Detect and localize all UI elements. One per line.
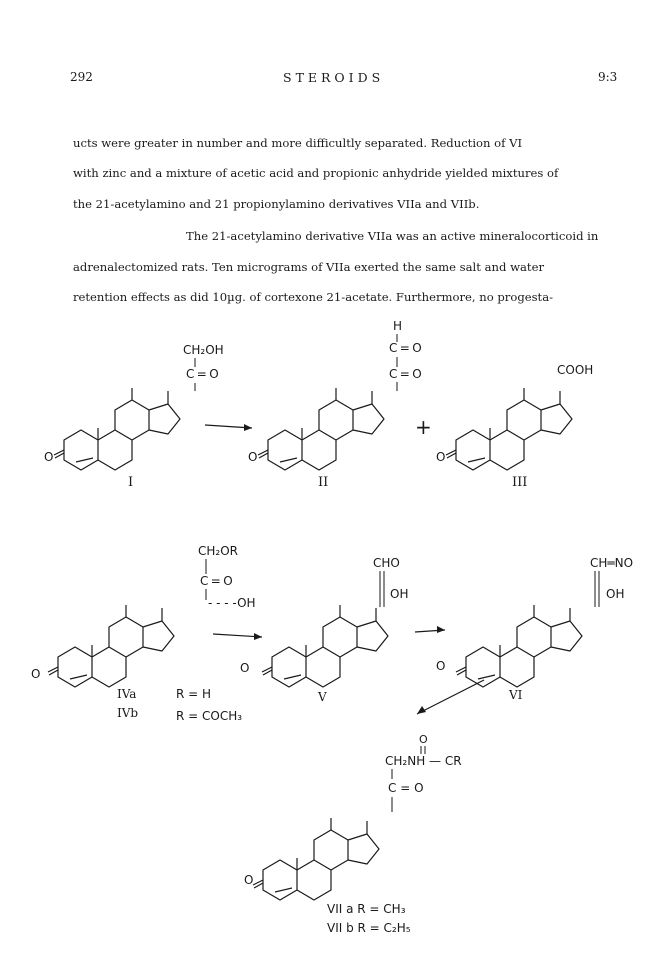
substituent-cho: CHO [373,556,400,570]
substituent-carbonyl: C = O [388,781,424,795]
substituent-hydroxyl: OH [390,587,409,601]
body-text-line: retention effects as did 10µg. of cortexone 21-acetate. Furthermore, no progesta- [73,290,554,304]
r-group-IVb: R = COCH₃ [176,709,243,723]
keto-oxygen: O [31,667,41,681]
substituent-amide: CH₂NH — CR [385,754,462,768]
substituent-carbonyl: C = O [200,574,233,588]
compound-label-VI: VI [509,688,523,702]
substituent-aldehyde: C = O [389,341,422,355]
page-number: 292 [70,70,93,84]
keto-oxygen: O [436,450,446,464]
running-title: STEROIDS [283,70,385,85]
amide-oxygen: O [419,733,428,746]
compound-label-III: III [512,475,528,490]
keto-oxygen: O [436,659,446,673]
body-text-line: adrenalectomized rats. Ten micrograms of VIIa exerted the same salt and water [73,260,544,274]
compound-label-IVb: IVb [117,706,139,720]
compound-III [436,363,593,490]
body-text-line: The 21-acetylamino derivative VIIa was an active mineralocorticoid in [186,229,599,243]
section-number: 9:3 [598,70,618,84]
compound-VI [436,556,633,702]
substituent-ch2oh: CH₂OH [183,343,224,357]
compound-I [44,343,224,490]
compound-label-VIIb: VII b R = C₂H₅ [327,921,411,935]
substituent-carbonyl: C = O [389,367,422,381]
reaction-arrow-icon [205,424,252,431]
compound-II [248,319,422,490]
compound-IV [31,544,256,723]
substituent-ch2or: CH₂OR [198,544,238,558]
keto-oxygen: O [240,661,250,675]
compound-label-II: II [318,475,329,490]
keto-oxygen: O [44,450,54,464]
compound-VII [244,733,462,935]
substituent-carbonyl: C = O [186,367,219,381]
reaction-arrow-icon [213,633,262,640]
substituent-oxime: CH═NO [590,556,634,570]
substituent-hydroxyl: - - - -OH [208,596,256,610]
compound-label-I: I [128,475,134,490]
keto-oxygen: O [248,450,258,464]
compound-label-VIIa: VII a R = CH₃ [327,902,406,916]
substituent-hydroxyl: OH [606,587,625,601]
compound-label-IVa: IVa [117,687,137,701]
body-text-line: the 21-acetylamino and 21 propionylamino derivatives VIIa and VIIb. [73,197,480,211]
keto-oxygen: O [244,873,254,887]
substituent-cooh: COOH [557,363,594,377]
body-text-line: with zinc and a mixture of acetic acid and propionic anhydride yielded mixtures of [73,166,559,180]
r-group-IVa: R = H [176,687,212,701]
reaction-arrow-icon [415,626,445,633]
compound-label-V: V [318,690,327,704]
reaction-arrow-icon [417,680,484,714]
substituent-h: H [393,319,403,333]
plus-sign: + [415,415,432,439]
body-text-line: ucts were greater in number and more difficultly separated. Reduction of VI [73,136,523,150]
compound-V [240,556,408,704]
